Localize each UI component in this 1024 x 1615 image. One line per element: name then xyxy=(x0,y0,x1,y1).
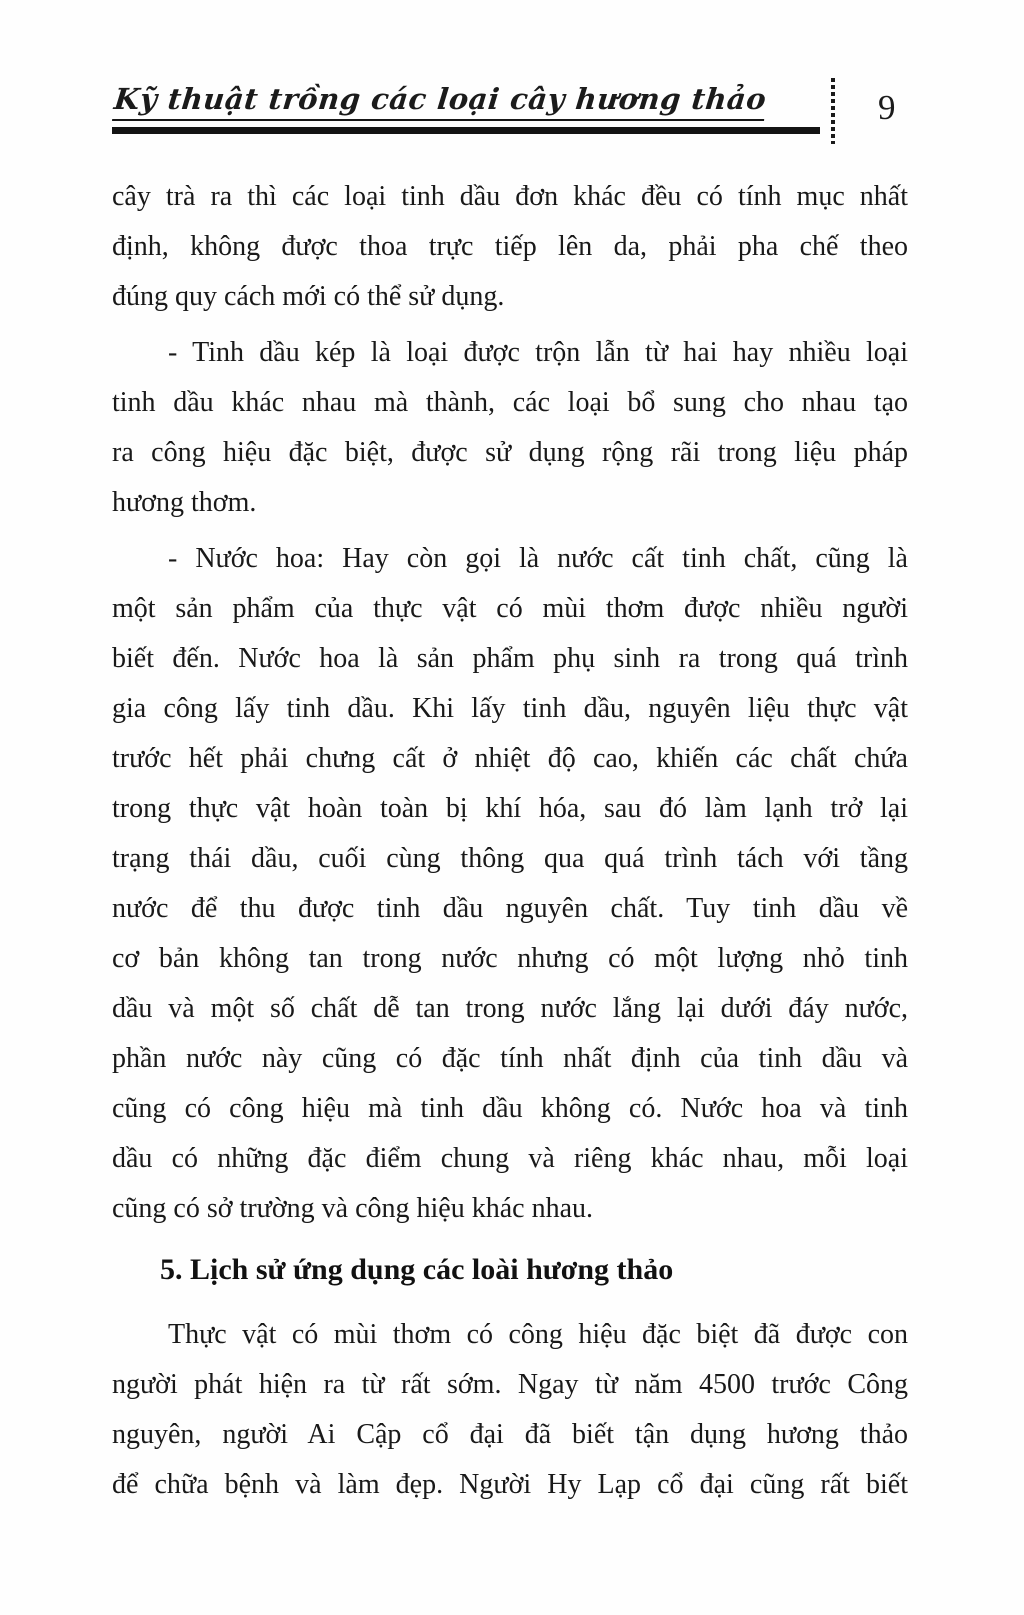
paragraph xyxy=(112,172,908,322)
text-line: cơ bản không tan trong nước nhưng có một lượng nhỏ tinh xyxy=(112,943,908,974)
text-line: nước để thu được tinh dầu nguyên chất. Tuy tinh dầu về xyxy=(112,893,908,924)
text-line: - Nước hoa: Hay còn gọi là nước cất tinh chất, cũng là xyxy=(168,543,908,574)
text-line: đúng quy cách mới có thể sử dụng. xyxy=(112,281,505,312)
text-line: cũng có công hiệu mà tinh dầu không có. Nước hoa và tinh xyxy=(112,1093,908,1124)
text-line: định, không được thoa trực tiếp lên da, phải pha chế theo xyxy=(112,231,908,262)
text-line: người phát hiện ra từ rất sớm. Ngay từ năm 4500 trước Công xyxy=(112,1369,908,1400)
text-line: phần nước này cũng có đặc tính nhất định của tinh dầu và xyxy=(112,1043,908,1074)
text-line: nguyên, người Ai Cập cổ đại đã biết tận dụng hương thảo xyxy=(112,1419,908,1450)
text-line: hương thơm. xyxy=(112,487,257,518)
dotted-divider-ornament xyxy=(831,78,835,144)
text-line: trong thực vật hoàn toàn bị khí hóa, sau đó làm lạnh trở lại xyxy=(112,793,908,824)
text-body xyxy=(112,172,908,1516)
paragraph xyxy=(112,1310,908,1510)
running-header-title: Kỹ thuật trồng các loại cây hương thảo xyxy=(112,82,768,121)
text-line: cây trà ra thì các loại tinh dầu đơn khác đều có tính mục nhất xyxy=(112,181,908,212)
text-line: gia công lấy tinh dầu. Khi lấy tinh dầu, nguyên liệu thực vật xyxy=(112,693,908,724)
text-line: ra công hiệu đặc biệt, được sử dụng rộng rãi trong liệu pháp xyxy=(112,437,908,468)
section-heading: 5. Lịch sử ứng dụng các loài hương thảo xyxy=(160,1253,674,1286)
text-line: dầu có những đặc điểm chung và riêng khác nhau, mỗi loại xyxy=(112,1143,908,1174)
paragraph xyxy=(112,328,908,528)
text-line: tinh dầu khác nhau mà thành, các loại bổ sung cho nhau tạo xyxy=(112,387,908,418)
page-number: 9 xyxy=(878,88,896,127)
header-rule xyxy=(112,127,820,134)
text-line: biết đến. Nước hoa là sản phẩm phụ sinh ra trong quá trình xyxy=(112,643,908,674)
text-line: để chữa bệnh và làm đẹp. Người Hy Lạp cổ đại cũng rất biết xyxy=(112,1469,908,1500)
text-line: dầu và một số chất dễ tan trong nước lắng lại dưới đáy nước, xyxy=(112,993,908,1024)
text-line: trạng thái dầu, cuối cùng thông qua quá trình tách với tầng xyxy=(112,843,908,874)
text-line: - Tinh dầu kép là loại được trộn lẫn từ hai hay nhiều loại xyxy=(168,337,908,368)
text-line: Thực vật có mùi thơm có công hiệu đặc biệt đã được con xyxy=(168,1319,908,1350)
text-line: cũng có sở trường và công hiệu khác nhau. xyxy=(112,1193,593,1224)
text-line: trước hết phải chưng cất ở nhiệt độ cao, khiến các chất chứa xyxy=(112,743,908,774)
text-line: một sản phẩm của thực vật có mùi thơm được nhiều người xyxy=(112,593,908,624)
paragraph xyxy=(112,534,908,1234)
